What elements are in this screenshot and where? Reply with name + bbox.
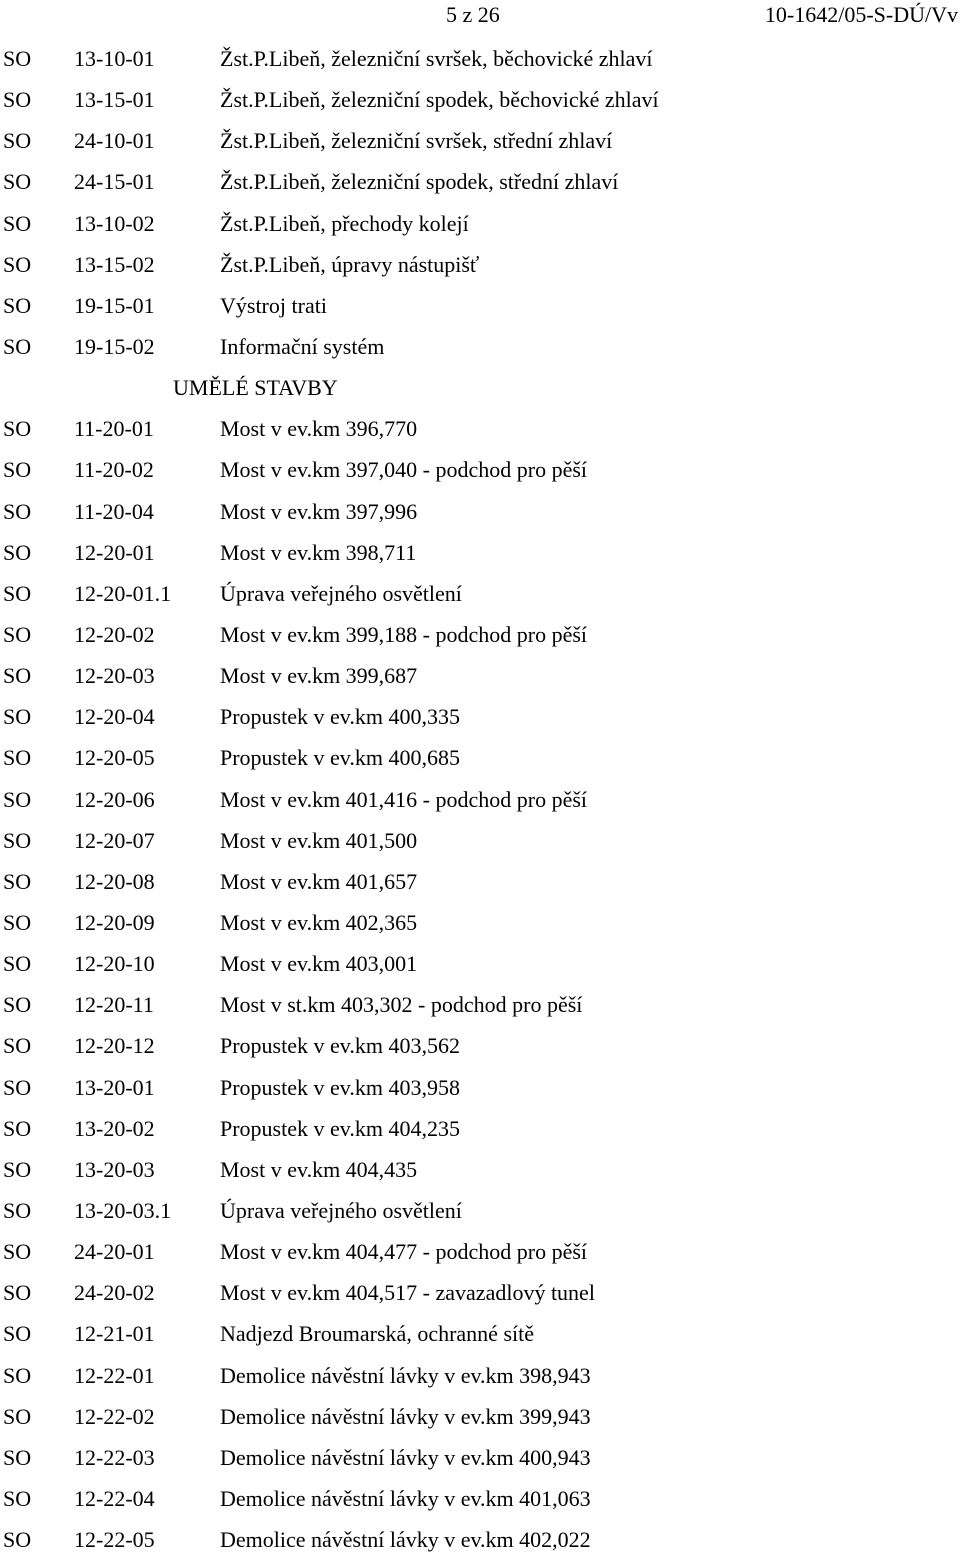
row-name: Propustek v ev.km 403,562 <box>220 1033 460 1059</box>
table-row <box>0 244 960 285</box>
row-so-label: SO <box>3 663 32 689</box>
table-row <box>0 1396 960 1437</box>
row-so-label: SO <box>3 580 32 606</box>
table-row <box>0 902 960 943</box>
row-so-label: SO <box>3 745 32 771</box>
row-code: 13-20-03.1 <box>74 1197 172 1223</box>
row-name: Most v ev.km 401,657 <box>220 868 418 894</box>
row-code: 12-20-12 <box>74 1033 155 1059</box>
table-row <box>0 820 960 861</box>
row-so-label: SO <box>3 251 32 277</box>
table-row <box>0 1272 960 1313</box>
row-so-label: SO <box>3 1115 32 1141</box>
row-code: 11-20-04 <box>74 498 154 524</box>
table-row <box>0 1478 960 1519</box>
table-row <box>0 79 960 120</box>
table-row <box>0 203 960 244</box>
table-row <box>0 696 960 737</box>
row-so-label: SO <box>3 1485 32 1511</box>
row-so-label: SO <box>3 1280 32 1306</box>
row-code: 11-20-01 <box>74 416 154 442</box>
table-row <box>0 943 960 984</box>
object-list <box>0 38 960 1560</box>
table-row <box>0 984 960 1025</box>
row-name: Žst.P.Libeň, železniční svršek, běchovické zhlaví <box>220 46 653 71</box>
row-code: 24-15-01 <box>74 169 155 195</box>
row-so-label: SO <box>3 1197 32 1223</box>
table-row <box>0 532 960 573</box>
row-so-label: SO <box>3 1403 32 1429</box>
row-name: Most v ev.km 397,040 - podchod pro pěší <box>220 457 588 483</box>
row-name: Most v ev.km 402,365 <box>220 909 418 935</box>
row-name: Propustek v ev.km 400,335 <box>220 704 460 730</box>
row-name: Most v ev.km 404,517 - zavazadlový tunel <box>220 1280 595 1306</box>
row-code: 12-20-06 <box>74 786 155 812</box>
row-so-label: SO <box>3 498 32 524</box>
row-so-label: SO <box>3 87 32 113</box>
row-so-label: SO <box>3 1362 32 1388</box>
table-row <box>0 326 960 367</box>
row-code: 13-20-03 <box>74 1156 155 1182</box>
row-name: Most v ev.km 404,435 <box>220 1156 418 1182</box>
table-row <box>0 1190 960 1231</box>
row-code: 19-15-01 <box>74 292 155 318</box>
row-name: Nadjezd Broumarská, ochranné sítě <box>220 1321 534 1347</box>
row-name: Úprava veřejného osvětlení <box>220 580 462 606</box>
row-code: 12-21-01 <box>74 1321 155 1347</box>
row-name: Most v ev.km 398,711 <box>220 539 417 565</box>
row-name: Demolice návěstní lávky v ev.km 400,943 <box>220 1444 591 1470</box>
row-so-label: SO <box>3 1033 32 1059</box>
row-name: Úprava veřejného osvětlení <box>220 1197 462 1223</box>
row-name: Most v ev.km 404,477 - podchod pro pěší <box>220 1239 588 1265</box>
row-code: 12-22-05 <box>74 1527 155 1553</box>
table-row <box>0 1437 960 1478</box>
row-name: Demolice návěstní lávky v ev.km 399,943 <box>220 1403 591 1429</box>
row-so-label: SO <box>3 539 32 565</box>
row-name: Žst.P.Libeň, železniční spodek, běchovické zhlaví <box>220 87 659 113</box>
row-so-label: SO <box>3 210 32 236</box>
row-so-label: SO <box>3 169 32 195</box>
row-so-label: SO <box>3 46 32 71</box>
table-row <box>0 573 960 614</box>
row-code: 13-15-02 <box>74 251 155 277</box>
row-name: Demolice návěstní lávky v ev.km 402,022 <box>220 1527 591 1553</box>
row-name: Most v ev.km 399,188 - podchod pro pěší <box>220 621 588 647</box>
row-code: 12-20-05 <box>74 745 155 771</box>
row-so-label: SO <box>3 868 32 894</box>
page-header <box>0 0 960 30</box>
row-name: Žst.P.Libeň, železniční svršek, střední zhlaví <box>220 128 613 154</box>
row-code: 12-20-09 <box>74 909 155 935</box>
row-so-label: SO <box>3 704 32 730</box>
table-row <box>0 38 960 79</box>
page-number: 5 z 26 <box>446 2 500 27</box>
row-name: Most v ev.km 401,500 <box>220 827 418 853</box>
row-code: 13-10-01 <box>74 46 155 71</box>
table-row <box>0 1313 960 1354</box>
table-row <box>0 779 960 820</box>
table-row <box>0 737 960 778</box>
table-row <box>0 408 960 449</box>
table-row <box>0 1149 960 1190</box>
table-row <box>0 161 960 202</box>
row-so-label: SO <box>3 1239 32 1265</box>
row-code: 13-20-01 <box>74 1074 155 1100</box>
row-name: Most v ev.km 397,996 <box>220 498 418 524</box>
row-code: 12-20-10 <box>74 951 155 977</box>
row-name: Demolice návěstní lávky v ev.km 398,943 <box>220 1362 591 1388</box>
row-code: 12-20-01.1 <box>74 580 172 606</box>
row-code: 12-20-03 <box>74 663 155 689</box>
section-heading <box>0 367 960 408</box>
row-code: 13-10-02 <box>74 210 155 236</box>
row-code: 12-22-04 <box>74 1485 155 1511</box>
table-row <box>0 1231 960 1272</box>
row-code: 13-20-02 <box>74 1115 155 1141</box>
row-name: Informační systém <box>220 333 385 359</box>
row-so-label: SO <box>3 951 32 977</box>
table-row <box>0 655 960 696</box>
row-name: Demolice návěstní lávky v ev.km 401,063 <box>220 1485 591 1511</box>
row-so-label: SO <box>3 1156 32 1182</box>
row-so-label: SO <box>3 457 32 483</box>
row-code: 12-20-08 <box>74 868 155 894</box>
row-name: Žst.P.Libeň, železniční spodek, střední zhlaví <box>220 169 619 195</box>
row-name: Propustek v ev.km 400,685 <box>220 745 460 771</box>
row-code: 11-20-02 <box>74 457 154 483</box>
row-name: Most v ev.km 396,770 <box>220 416 418 442</box>
section-heading-text: UMĚLÉ STAVBY <box>173 375 338 401</box>
table-row <box>0 861 960 902</box>
row-so-label: SO <box>3 128 32 154</box>
row-code: 13-15-01 <box>74 87 155 113</box>
row-so-label: SO <box>3 827 32 853</box>
row-so-label: SO <box>3 292 32 318</box>
row-code: 12-20-01 <box>74 539 155 565</box>
row-code: 12-20-02 <box>74 621 155 647</box>
row-name: Most v ev.km 401,416 - podchod pro pěší <box>220 786 588 812</box>
row-name: Most v ev.km 403,001 <box>220 951 418 977</box>
table-row <box>0 1067 960 1108</box>
row-code: 12-22-02 <box>74 1403 155 1429</box>
row-code: 19-15-02 <box>74 333 155 359</box>
table-row <box>0 614 960 655</box>
row-code: 12-20-07 <box>74 827 155 853</box>
row-name: Most v ev.km 399,687 <box>220 663 418 689</box>
row-code: 12-20-11 <box>74 992 154 1018</box>
row-code: 24-10-01 <box>74 128 155 154</box>
row-code: 12-22-03 <box>74 1444 155 1470</box>
row-so-label: SO <box>3 333 32 359</box>
table-row <box>0 1355 960 1396</box>
row-name: Žst.P.Libeň, přechody kolejí <box>220 210 469 236</box>
row-so-label: SO <box>3 1444 32 1470</box>
document-reference: 10-1642/05-S-DÚ/Vv <box>764 2 958 27</box>
row-so-label: SO <box>3 1527 32 1553</box>
row-so-label: SO <box>3 621 32 647</box>
row-code: 12-22-01 <box>74 1362 155 1388</box>
row-so-label: SO <box>3 992 32 1018</box>
row-so-label: SO <box>3 416 32 442</box>
row-name: Most v st.km 403,302 - podchod pro pěší <box>220 992 583 1018</box>
row-name: Výstroj trati <box>220 292 327 318</box>
row-code: 24-20-01 <box>74 1239 155 1265</box>
table-row <box>0 491 960 532</box>
table-row <box>0 1108 960 1149</box>
table-row <box>0 449 960 490</box>
row-so-label: SO <box>3 786 32 812</box>
row-name: Propustek v ev.km 404,235 <box>220 1115 460 1141</box>
row-code: 24-20-02 <box>74 1280 155 1306</box>
table-row <box>0 120 960 161</box>
table-row <box>0 285 960 326</box>
row-so-label: SO <box>3 909 32 935</box>
row-so-label: SO <box>3 1321 32 1347</box>
row-name: Žst.P.Libeň, úpravy nástupišť <box>220 251 480 277</box>
row-so-label: SO <box>3 1074 32 1100</box>
row-code: 12-20-04 <box>74 704 155 730</box>
row-name: Propustek v ev.km 403,958 <box>220 1074 460 1100</box>
table-row <box>0 1025 960 1066</box>
